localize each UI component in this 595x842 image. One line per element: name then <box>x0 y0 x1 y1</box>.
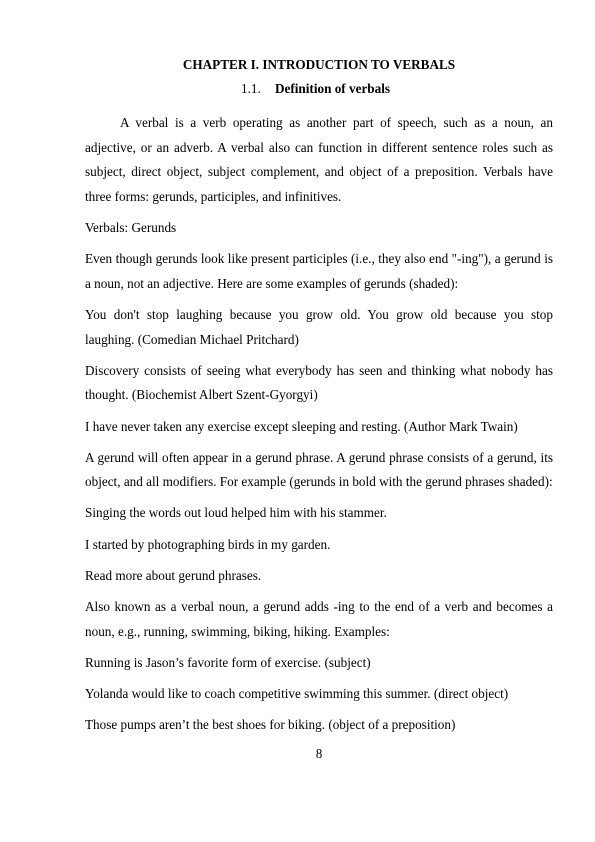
paragraph-example-szent-gyorgyi: Discovery consists of seeing what everybody has seen and thinking what nobody has thought. (Biochemist Albert Szent-Gyorgyi) <box>85 362 553 403</box>
paragraph-example-twain: I have never taken any exercise except sleeping and resting. (Author Mark Twain) <box>85 418 518 434</box>
paragraph-gerunds-heading: Verbals: Gerunds <box>85 219 177 235</box>
section-number: 1.1. <box>241 81 261 96</box>
paragraph-example-object-of-preposition: Those pumps aren’t the best shoes for biking. (object of a preposition) <box>85 717 456 733</box>
page-number: 8 <box>315 746 323 761</box>
paragraph-example-photographing: I started by photographing birds in my garden. <box>85 536 331 552</box>
paragraph-example-singing: Singing the words out loud helped him with his stammer. <box>85 505 387 521</box>
paragraph-verbal-noun: Also known as a verbal noun, a gerund adds -ing to the end of a verb and becomes a noun, e.g., running, swimming, biking, hiking. Examples: <box>85 599 553 639</box>
paragraph-example-pritchard: You don't stop laughing because you grow old. You grow old because you stop laughing. (Comedian Michael Pritchard) <box>85 306 553 347</box>
body-text <box>85 111 553 738</box>
paragraph-example-subject: Running is Jason’s favorite form of exercise. (subject) <box>85 654 371 670</box>
paragraph-gerund-phrase: A gerund will often appear in a gerund phrase. A gerund phrase consists of a gerund, its object, and all modifiers. For example (gerunds in bold with the gerund phrases shaded): <box>85 449 553 490</box>
paragraph-verbal-definition: A verbal is a verb operating as another part of speech, such as a noun, an adjective, or an adverb. A verbal also can function in different sentence roles such as subject, direct object, subject complement, and object of a preposition. Verbals have three forms: gerunds, participles, and infinitives. <box>85 115 553 204</box>
paragraph-example-direct-object: Yolanda would like to coach competitive swimming this summer. (direct object) <box>85 686 509 701</box>
chapter-title: CHAPTER I. INTRODUCTION TO VERBALS <box>182 57 456 72</box>
paragraph-gerund-definition: Even though gerunds look like present participles (i.e., they also end "-ing"), a gerund is a noun, not an adjective. Here are some examples of gerunds (shaded): <box>85 251 553 291</box>
section-heading <box>241 81 390 97</box>
paragraph-read-more: Read more about gerund phrases. <box>85 567 262 583</box>
section-title: Definition of verbals <box>275 81 391 96</box>
